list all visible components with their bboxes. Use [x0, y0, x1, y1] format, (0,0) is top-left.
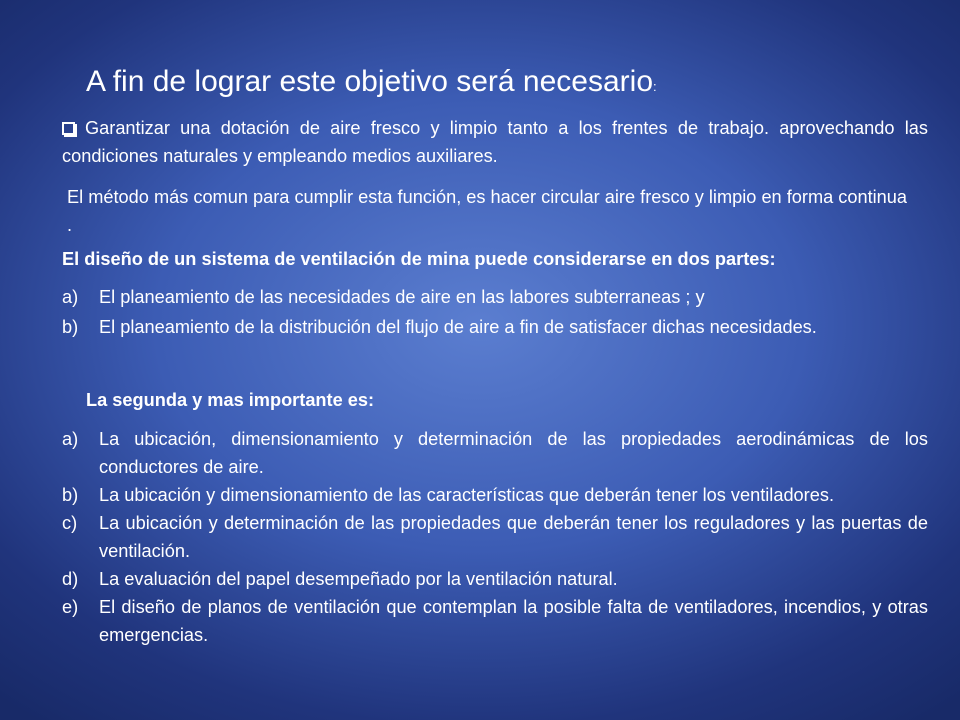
bullet-paragraph [62, 114, 928, 170]
list-item-text: La ubicación, dimensionamiento y determinación de las propiedades aerodinámicas de los conductores de aire. [99, 429, 928, 477]
list-item [62, 481, 928, 509]
list-marker: a) [62, 287, 79, 307]
title-colon: : [653, 79, 657, 94]
title-text: A fin de lograr este objetivo será necesario [86, 65, 653, 98]
list-marker: b) [62, 317, 79, 337]
list-marker: a) [62, 429, 79, 449]
bullet-paragraph-text: Garantizar una dotación de aire fresco y limpio tanto a los frentes de trabajo. aprovechando las condiciones naturales y empleando medios auxiliares. [62, 118, 928, 166]
second-heading: La segunda y mas importante es: [86, 390, 375, 410]
list-item [62, 593, 928, 649]
list-marker: c) [62, 513, 78, 533]
slide-title [86, 62, 657, 107]
list-item [62, 509, 928, 565]
checkbox-square-bullet-icon [62, 122, 75, 135]
list-item [62, 283, 928, 311]
list-marker: d) [62, 569, 79, 589]
list-item [62, 425, 928, 481]
list-item [62, 313, 839, 341]
list-item-text: El diseño de planos de ventilación que contemplan la posible falta de ventiladores, incendios, y otras emergencias. [99, 597, 928, 645]
method-paragraph: El método más comun para cumplir esta función, es hacer circular aire fresco y limpio en forma continua . [67, 187, 908, 235]
list-marker: e) [62, 597, 79, 617]
list-item-text: El planeamiento de las necesidades de aire en las labores subterraneas ; y [99, 287, 705, 307]
second-items-list [62, 425, 928, 649]
list-item-text: La evaluación del papel desempeñado por la ventilación natural. [99, 569, 618, 589]
list-item [62, 565, 928, 593]
list-item-text: La ubicación y dimensionamiento de las características que deberán tener los ventiladores. [99, 485, 834, 505]
list-item-text: El planeamiento de la distribución del flujo de aire a fin de satisfacer dichas necesidades. [99, 317, 817, 337]
design-parts-list [62, 283, 928, 341]
design-heading: El diseño de un sistema de ventilación de mina puede considerarse en dos partes: [62, 249, 776, 269]
list-item-text: La ubicación y determinación de las propiedades que deberán tener los reguladores y las puertas de ventilación. [99, 513, 928, 561]
list-marker: b) [62, 485, 79, 505]
